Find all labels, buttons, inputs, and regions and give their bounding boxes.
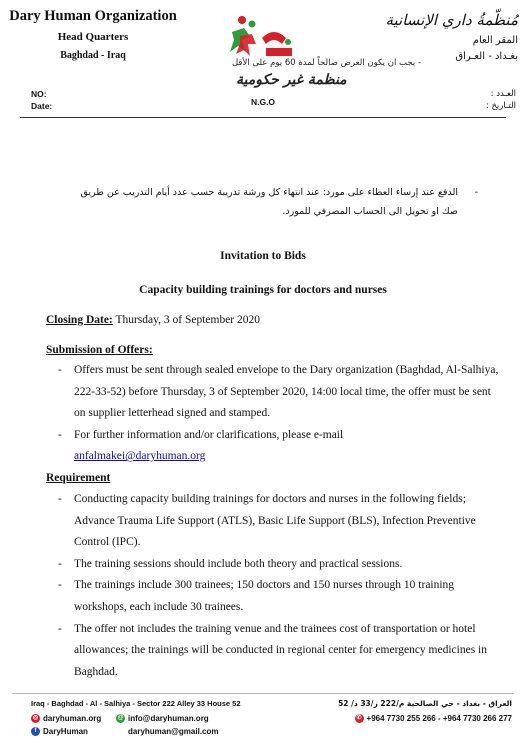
header-english [8, 8, 178, 63]
list-item [46, 554, 504, 576]
submission-item-text: Offers must be sent through sealed envelope to the Dary organization (Baghdad, Al-Salhiya, 222-33-52) before Thursday, 3 of September 2020, 14:00 local time, the offer must be sent on supplier letterhead signed and stamped. [74, 364, 499, 420]
instagram-icon: ◎ [32, 715, 39, 721]
city: Baghdad - Iraq [60, 50, 126, 61]
closing-date-value: Thursday, 3 of September 2020 [115, 314, 261, 326]
payment-note-text: الدفع عند إرساء العطاء على مورد: عند انتهاء كل ورشة تدريبة حسب عدد أيام التدريب عن طريق صك او تحويل الى الحساب المصرفي للمورد. [80, 187, 458, 217]
payment-note [62, 183, 478, 221]
validity-note: - يجب ان يكون العرض صالحاً لمدة 60 يوم على الأقل [232, 58, 422, 68]
page-title: Invitation to Bids [220, 250, 306, 262]
head-quarters: Head Quarters [57, 31, 129, 43]
email-link[interactable]: anfalmakei@daryhuman.org [74, 450, 206, 463]
ar-city: بغـداد - العـراق [455, 51, 518, 62]
footer-divider [12, 693, 514, 694]
email2-text: daryhuman@gmail.com [128, 727, 219, 736]
ngo-label: N.G.O [250, 97, 276, 107]
no-label: NO: [31, 89, 47, 99]
header-arabic [368, 10, 518, 64]
submission-heading: Submission of Offers: [46, 344, 153, 356]
ar-date-label: التـاريخ : [485, 101, 516, 111]
page-subtitle: Capacity building trainings for doctors and nurses [139, 284, 387, 296]
header-divider [20, 117, 506, 118]
org-name: Dary Human Organization [9, 8, 177, 24]
phone-icon: ✆ [356, 715, 362, 721]
footer-email-1[interactable] [116, 714, 209, 723]
payment-dash: - [474, 187, 478, 198]
list-item [46, 489, 504, 554]
submission-list [46, 360, 504, 468]
requirement-item-text: Conducting capacity building trainings for doctors and nurses in the following fields; Advance Trauma Life Support (ATLS), Basic Life Support (BLS), Infection Preventive Control (IPC). [74, 493, 476, 549]
closing-date-label: Closing Date: [46, 314, 113, 326]
logo-arabic-text: منظمة غير حكومية [236, 72, 347, 88]
ar-no-label: العـدد : [490, 89, 516, 99]
requirement-item-text: The training sessions should include both theory and practical sessions. [74, 557, 403, 570]
footer-facebook[interactable] [31, 727, 88, 736]
list-item [46, 425, 504, 468]
footer-address: Iraq - Baghdad - Al - Salhiya - Sector 222 Alley 33 House 52 [31, 699, 241, 708]
list-item [46, 575, 504, 618]
date-label: Date: [31, 101, 53, 111]
phones-text: +964 7730 255 266 - +964 7730 266 277 [366, 714, 512, 723]
closing-date [46, 314, 260, 326]
footer-address-ar: العراق - بغداد - حي الصالحية م/222 ز/33 د/ 52 [338, 699, 512, 708]
ar-org-name: مُنظّمةُ داري الإنسانية [385, 11, 518, 29]
footer-website[interactable] [31, 714, 101, 723]
footer-phones[interactable] [355, 714, 512, 723]
requirement-list [46, 489, 504, 683]
footer-email-2[interactable] [128, 727, 219, 736]
ar-head-quarters: المقر العام [472, 35, 518, 46]
list-item [46, 360, 504, 425]
facebook-icon: f [31, 727, 40, 736]
facebook-text: DaryHuman [43, 727, 88, 736]
list-item [46, 619, 504, 684]
requirement-heading: Requirement [46, 472, 111, 484]
requirement-item-text: The offer not includes the training venue and the trainees cost of transportation or hotel allowances; the trainings will be conducted in regional center for emergency medicines in Baghdad. [74, 622, 488, 678]
requirement-item-text: The trainings include 300 trainees; 150 doctors and 150 nurses through 10 training workshops, each include 30 trainees. [74, 579, 455, 613]
website-text: daryhuman.org [43, 714, 102, 723]
email1-text: info@daryhuman.org [128, 714, 209, 723]
email-icon: @ [117, 715, 124, 721]
submission-item-text: For further information and/or clarifications, please e-mail [74, 428, 344, 441]
